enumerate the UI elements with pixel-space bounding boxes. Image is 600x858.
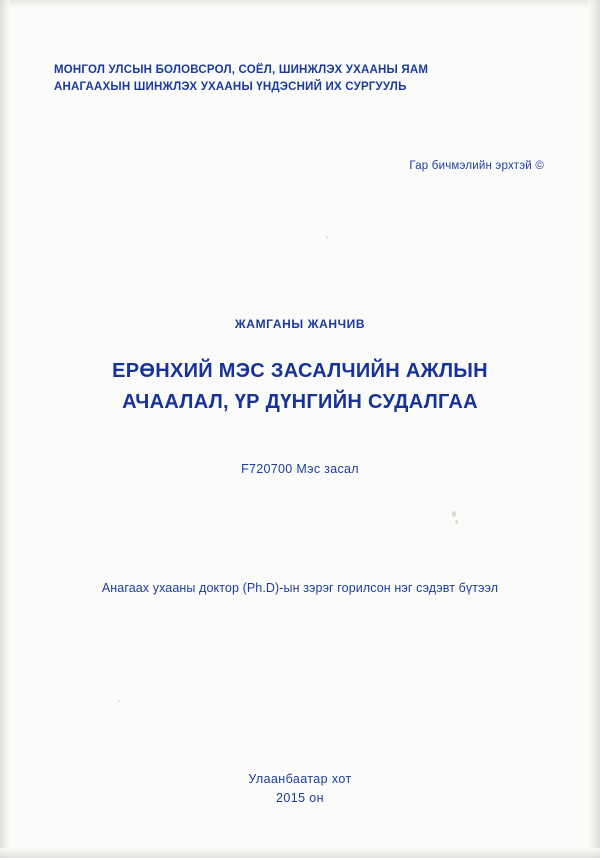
degree-statement: Анагаах ухааны доктор (Ph.D)-ын зэрэг горилсон нэг сэдэвт бүтээл <box>101 581 499 595</box>
copyright-notice: Гар бичмэлийн эрхтэй © <box>409 160 544 172</box>
page-content <box>50 0 550 858</box>
ministry-line: МОНГОЛ УЛСЫН БОЛОВСРОЛ, СОЁЛ, ШИНЖЛЭХ УХААНЫ ЯАМ <box>54 64 429 76</box>
publication-year: 2015 он <box>276 791 324 805</box>
title-line-1: ЕРӨНХИЙ МЭС ЗАСАЛЧИЙН АЖЛЫН <box>112 360 488 382</box>
specialty-code: F720700 Мэс засал <box>241 462 359 476</box>
author-name: ЖАМГАНЫ ЖАНЧИВ <box>234 317 366 331</box>
page-title <box>50 356 550 418</box>
title-line-2: АЧААЛАЛ, ҮР ДҮНГИЙН СУДАЛГАА <box>122 391 478 413</box>
publication-place: Улаанбаатар хот <box>248 772 352 786</box>
page-edge-left <box>0 0 10 858</box>
university-line: АНАГААХЫН ШИНЖЛЭХ УХААНЫ ҮНДЭСНИЙ ИХ СУРГУУЛЬ <box>54 81 407 93</box>
institution-header <box>54 62 550 96</box>
page-edge-right <box>588 0 600 858</box>
